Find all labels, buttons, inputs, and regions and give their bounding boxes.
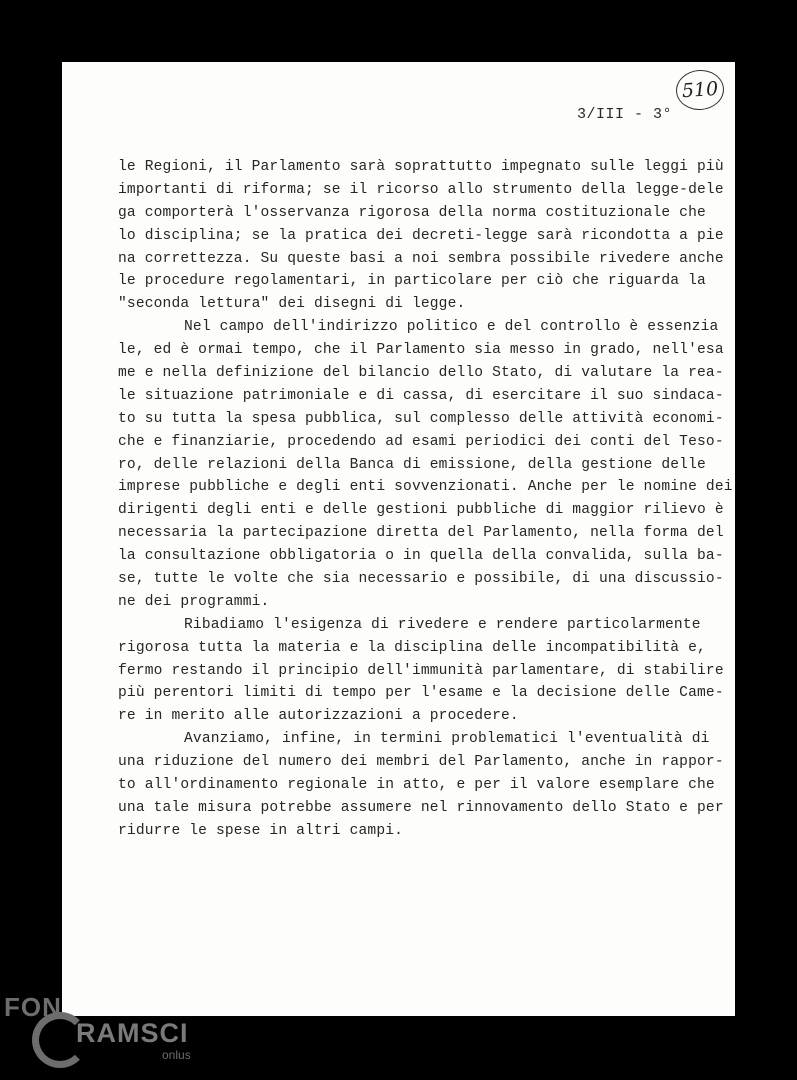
paragraph-start-line: Nel campo dell'indirizzo politico e del controllo è essenzia	[184, 319, 719, 336]
text-line: rigorosa tutta la materia e la disciplina delle incompatibilità e,	[118, 639, 706, 656]
text-line: ro, delle relazioni della Banca di emissione, della gestione delle	[118, 456, 706, 473]
text-line: la consultazione obbligatoria o in quella della convalida, sulla ba-	[118, 548, 724, 565]
paragraph-start-line: Ribadiamo l'esigenza di rivedere e rendere particolarmente	[184, 616, 701, 633]
document-body	[118, 156, 733, 843]
text-line: una riduzione del numero dei membri del Parlamento, anche in rappor-	[118, 754, 724, 771]
text-line: re in merito alle autorizzazioni a procedere.	[118, 708, 519, 725]
text-line: ridurre le spese in altri campi.	[118, 822, 404, 839]
text-line: lo disciplina; se la pratica dei decreti-legge sarà ricondotta a pie	[118, 227, 724, 244]
text-line: le Regioni, il Parlamento sarà soprattutto impegnato sulle leggi più	[118, 159, 724, 175]
text-line: ne dei programmi.	[118, 593, 270, 610]
paragraph-start-line: Avanziamo, infine, in termini problematici l'eventualità di	[184, 731, 710, 748]
text-line: na correttezza. Su queste basi a noi sembra possibile rivedere anche	[118, 250, 724, 267]
page-reference: 3/III - 3°	[577, 106, 673, 123]
text-line: che e finanziarie, procedendo ad esami periodici dei conti del Teso-	[118, 433, 724, 450]
text-line: fermo restando il principio dell'immunità parlamentare, di stabilire	[118, 662, 724, 679]
text-line: importanti di riforma; se il ricorso allo strumento della legge-dele	[118, 181, 724, 198]
text-line: to su tutta la spesa pubblica, sul complesso delle attività economi-	[118, 410, 724, 427]
text-line: le situazione patrimoniale e di cassa, di esercitare il suo sindaca-	[118, 387, 724, 404]
fondazione-gramsci-logo	[2, 992, 202, 1072]
logo-onlus-text: onlus	[162, 1048, 191, 1062]
text-line: una tale misura potrebbe assumere nel rinnovamento dello Stato e per	[118, 799, 724, 816]
text-line: le, ed è ormai tempo, che il Parlamento sia messo in grado, nell'esa	[118, 342, 724, 359]
logo-gramsci-text: RAMSCI	[76, 1018, 189, 1048]
handwritten-page-number: 510	[675, 68, 726, 111]
logo-fon-text: FON	[4, 992, 62, 1022]
text-line: imprese pubbliche e degli enti sovvenzionati. Anche per le nomine dei	[118, 479, 733, 496]
text-line: to all'ordinamento regionale in atto, e per il valore esemplare che	[118, 777, 715, 794]
text-line: necessaria la partecipazione diretta del Parlamento, nella forma del	[118, 525, 724, 542]
text-line: dirigenti degli enti e delle gestioni pubbliche di maggior rilievo è	[118, 502, 724, 519]
text-line: se, tutte le volte che sia necessario e possibile, di una discussio-	[118, 571, 724, 588]
text-line: ga comporterà l'osservanza rigorosa della norma costituzionale che	[118, 204, 706, 221]
text-line: più perentori limiti di tempo per l'esame e la decisione delle Came-	[118, 685, 724, 702]
text-line: me e nella definizione del bilancio dello Stato, di valutare la rea-	[118, 365, 724, 382]
text-line: "seconda lettura" dei disegni di legge.	[118, 296, 466, 313]
text-line: le procedure regolamentari, in particolare per ciò che riguarda la	[118, 273, 706, 290]
